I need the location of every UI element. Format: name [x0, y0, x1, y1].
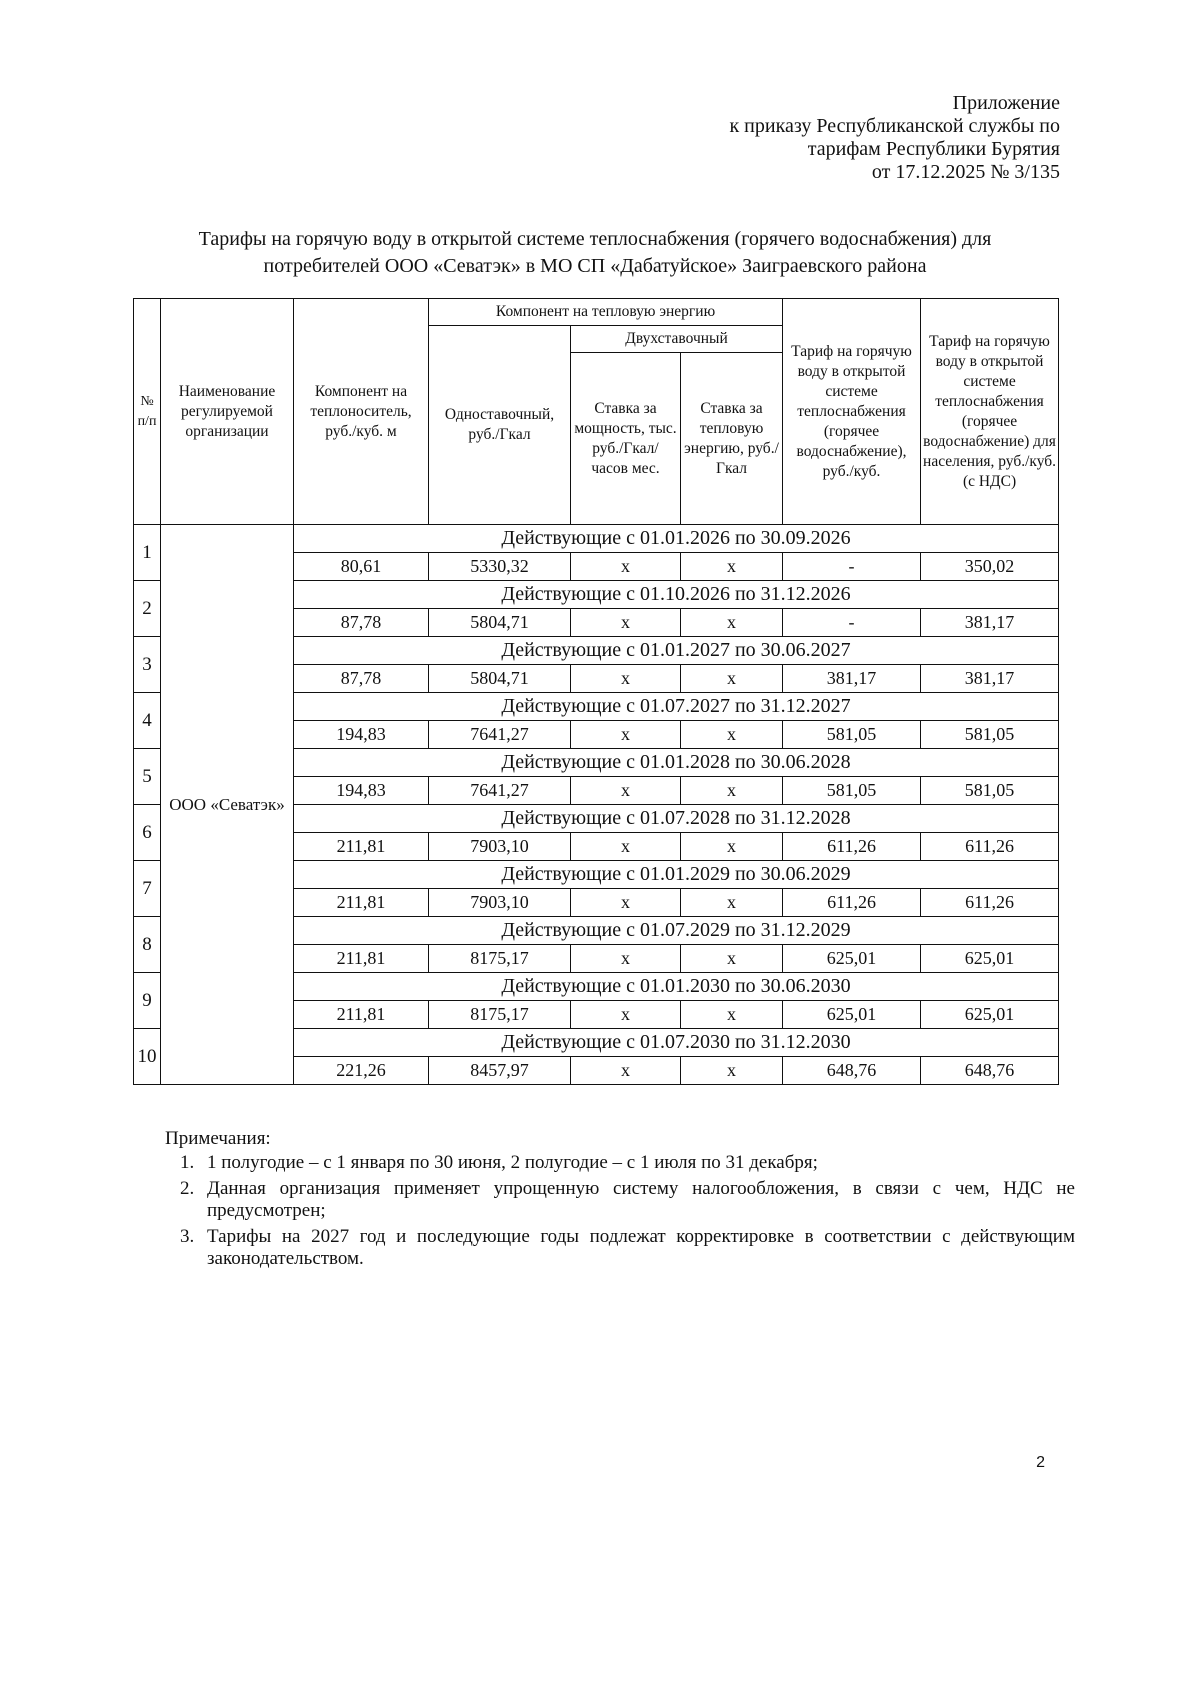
cell-tariff: 581,05 [783, 721, 921, 749]
document-title [130, 226, 1060, 280]
cell-power: х [571, 665, 681, 693]
cell-tariff-pop: 648,76 [921, 1057, 1059, 1085]
cell-single: 5804,71 [429, 665, 571, 693]
cell-energy: х [681, 1057, 783, 1085]
appendix-line: тарифам Республики Бурятия [807, 138, 1060, 160]
note-item: 2. Данная организация применяет упрощенную систему налогообложения, в связи с чем, НДС не предусмотрен; [199, 1178, 1075, 1222]
period-label: Действующие с 01.07.2029 по 31.12.2029 [294, 917, 1059, 945]
appendix-line: от 17.12.2025 № 3/135 [871, 161, 1060, 183]
cell-power: х [571, 833, 681, 861]
cell-single: 5330,32 [429, 553, 571, 581]
cell-energy: х [681, 721, 783, 749]
cell-power: х [571, 609, 681, 637]
cell-single: 8175,17 [429, 1001, 571, 1029]
header-energy: Ставка за тепловую энергию, руб./Гкал [681, 353, 783, 525]
cell-tariff-pop: 611,26 [921, 889, 1059, 917]
row-number: 8 [134, 917, 161, 973]
cell-energy: х [681, 1001, 783, 1029]
row-number: 2 [134, 581, 161, 637]
header-two: Двухставочный [571, 326, 783, 353]
cell-single: 7641,27 [429, 777, 571, 805]
cell-single: 7641,27 [429, 721, 571, 749]
period-label: Действующие с 01.07.2030 по 31.12.2030 [294, 1029, 1059, 1057]
cell-single: 7903,10 [429, 889, 571, 917]
cell-tariff: 625,01 [783, 945, 921, 973]
header-tariff: Тариф на горячую воду в открытой системе теплоснабжения (горячее водоснабжение), руб./куб. [783, 299, 921, 525]
row-number: 1 [134, 525, 161, 581]
row-number: 10 [134, 1029, 161, 1085]
cell-tariff-pop: 611,26 [921, 833, 1059, 861]
cell-carrier: 211,81 [294, 833, 429, 861]
row-number: 5 [134, 749, 161, 805]
notes-heading: Примечания: [165, 1128, 271, 1149]
header-heat: Компонент на тепловую энергию [429, 299, 783, 326]
cell-power: х [571, 945, 681, 973]
period-label: Действующие с 01.01.2030 по 30.06.2030 [294, 973, 1059, 1001]
cell-tariff-pop: 581,05 [921, 777, 1059, 805]
row-number: 6 [134, 805, 161, 861]
cell-tariff: 581,05 [783, 777, 921, 805]
period-label: Действующие с 01.10.2026 по 31.12.2026 [294, 581, 1059, 609]
header-org: Наименование регулируемой организации [161, 299, 294, 525]
period-label: Действующие с 01.01.2029 по 30.06.2029 [294, 861, 1059, 889]
period-label: Действующие с 01.07.2027 по 31.12.2027 [294, 693, 1059, 721]
cell-power: х [571, 553, 681, 581]
cell-power: х [571, 1001, 681, 1029]
cell-tariff: 381,17 [783, 665, 921, 693]
cell-tariff-pop: 350,02 [921, 553, 1059, 581]
cell-energy: х [681, 777, 783, 805]
cell-carrier: 194,83 [294, 777, 429, 805]
row-number: 9 [134, 973, 161, 1029]
cell-tariff-pop: 625,01 [921, 945, 1059, 973]
row-number: 4 [134, 693, 161, 749]
header-num: № п/п [134, 299, 161, 525]
note-item: 1. 1 полугодие – с 1 января по 30 июня, 2 полугодие – с 1 июля по 31 декабря; [199, 1152, 1075, 1174]
cell-carrier: 87,78 [294, 609, 429, 637]
row-number: 3 [134, 637, 161, 693]
cell-tariff: 648,76 [783, 1057, 921, 1085]
cell-tariff: 625,01 [783, 1001, 921, 1029]
period-label: Действующие с 01.01.2028 по 30.06.2028 [294, 749, 1059, 777]
notes [165, 1128, 1075, 1274]
cell-single: 8457,97 [429, 1057, 571, 1085]
cell-power: х [571, 777, 681, 805]
header-single: Одноставочный, руб./Гкал [429, 326, 571, 525]
cell-energy: х [681, 945, 783, 973]
cell-carrier: 211,81 [294, 945, 429, 973]
cell-carrier: 87,78 [294, 665, 429, 693]
cell-energy: х [681, 889, 783, 917]
appendix-line: к приказу Республиканской службы по [729, 115, 1060, 137]
cell-single: 5804,71 [429, 609, 571, 637]
cell-energy: х [681, 833, 783, 861]
cell-tariff: 611,26 [783, 889, 921, 917]
title-line: потребителей ООО «Севатэк» в МО СП «Дабатуйское» Заиграевского района [263, 255, 927, 277]
cell-tariff-pop: 625,01 [921, 1001, 1059, 1029]
cell-carrier: 211,81 [294, 1001, 429, 1029]
cell-tariff-pop: 381,17 [921, 665, 1059, 693]
appendix-line: Приложение [952, 92, 1060, 114]
period-label: Действующие с 01.07.2028 по 31.12.2028 [294, 805, 1059, 833]
cell-single: 8175,17 [429, 945, 571, 973]
cell-power: х [571, 1057, 681, 1085]
cell-carrier: 211,81 [294, 889, 429, 917]
cell-tariff-pop: 381,17 [921, 609, 1059, 637]
tariff-table [133, 298, 1059, 1085]
appendix-header [729, 92, 1060, 184]
period-label: Действующие с 01.01.2026 по 30.09.2026 [294, 525, 1059, 553]
organization-name: ООО «Севатэк» [161, 525, 294, 1085]
header-power: Ставка за мощность, тыс. руб./Гкал/ часов мес. [571, 353, 681, 525]
cell-single: 7903,10 [429, 833, 571, 861]
cell-energy: х [681, 665, 783, 693]
title-line: Тарифы на горячую воду в открытой системе теплоснабжения (горячего водоснабжения) для [198, 228, 992, 250]
cell-energy: х [681, 553, 783, 581]
period-label: Действующие с 01.01.2027 по 30.06.2027 [294, 637, 1059, 665]
page-number: 2 [1036, 1454, 1045, 1471]
period-row [134, 525, 1059, 553]
row-number: 7 [134, 861, 161, 917]
cell-carrier: 194,83 [294, 721, 429, 749]
cell-tariff: 611,26 [783, 833, 921, 861]
header-carrier: Компонент на теплоноситель, руб./куб. м [294, 299, 429, 525]
note-item: 3. Тарифы на 2027 год и последующие годы подлежат корректировке в соответствии с действующим законодательством. [199, 1226, 1075, 1270]
cell-power: х [571, 889, 681, 917]
cell-tariff-pop: 581,05 [921, 721, 1059, 749]
cell-tariff: - [783, 553, 921, 581]
header-tariff-pop: Тариф на горячую воду в открытой системе теплоснабжения (горячее водоснабжение) для населения, руб./куб. (с НДС) [921, 299, 1059, 525]
cell-carrier: 80,61 [294, 553, 429, 581]
cell-energy: х [681, 609, 783, 637]
cell-power: х [571, 721, 681, 749]
cell-tariff: - [783, 609, 921, 637]
cell-carrier: 221,26 [294, 1057, 429, 1085]
